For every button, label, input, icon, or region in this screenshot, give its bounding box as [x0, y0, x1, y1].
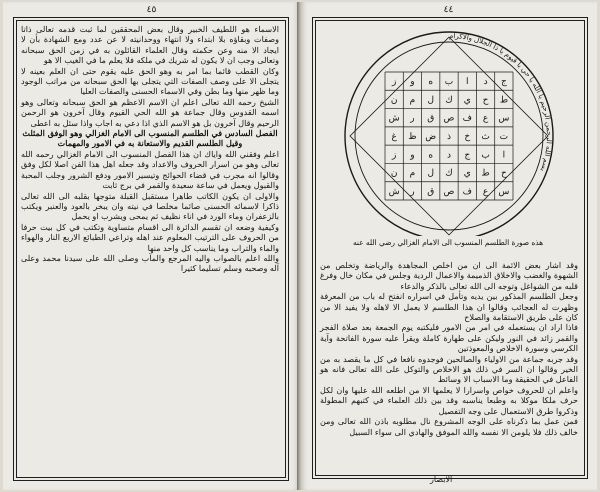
right-page-body — [320, 260, 578, 466]
right-paragraph-4: واعلم ان للحروف خواص واسرارا لا يعلمها الا من اطلعه الله عليها وان لكل حرف ملكا موكلا به وطبعا يناسبه وقد بين ذلك العلماء في كتبهم المطولة وذكروا طرق الاستعمال على وجه التفصيل — [320, 384, 578, 416]
talisman-cell-letter: ث — [481, 132, 490, 142]
talisman-cell-letter: د — [446, 150, 452, 161]
left-paragraph-6: وكيفية وضعه ان تقسم الدائرة الى اقسام متساوية وتكتب في كل بيت حرفا من الحروف على الترتيب المعلوم عند اهله وتراعي الطبائع الاربع النار والهواء والماء والتراب وما يناسب كل واحد منها — [21, 221, 279, 253]
talisman-cell-letter: ك — [445, 95, 453, 106]
talisman-cell-letter: ا — [502, 150, 506, 161]
talisman-cell-letter: ش — [388, 113, 400, 124]
talisman-cell-letter: ل — [427, 168, 434, 179]
talisman-cell-letter: ر — [410, 186, 415, 197]
talisman-cell-letter: م — [409, 95, 416, 106]
talisman-cell-letter: ي — [463, 168, 471, 179]
talisman-cell-letter: ت — [499, 132, 509, 142]
left-paragraph-3: الفصل السادس في الطلسم المنسوب الى الامام الغزالي وهو الوفق المثلث وقيل الطلسم القديم والاستعانة به في الامور والمهمات — [22, 128, 278, 149]
talisman-cell-letter: ب — [481, 150, 490, 161]
talisman-cell-letter: ظ — [408, 132, 417, 142]
left-paragraph-2: الشيخ رحمه الله تعالى اعلم ان الاسم الاعظم هو الحق سبحانه وتعالى وهو اسمه القدوس وقال جماعة هو الله الحي القيوم وقال آخرون هو الرحمن الرحيم وقال آخرون بل هو الاسم الذي اذا دعي به اجاب واذا سئل به اعطى — [21, 96, 279, 128]
talisman-cell-letter: ي — [463, 95, 471, 106]
talisman-cell-letter: ن — [390, 95, 398, 106]
left-page — [3, 2, 300, 490]
talisman-cell-letter: س — [498, 186, 510, 197]
talisman-cell-letter: س — [498, 113, 510, 124]
talisman-cell-letter: ه — [428, 77, 434, 88]
left-paragraph-7: والله اعلم بالصواب واليه المرجع والمآب وصلى الله على سيدنا محمد وعلى آله وصحبه وسلم تسليما كثيرا — [21, 252, 279, 274]
talisman-cell-letter: ك — [445, 168, 453, 179]
talisman-cell-letter: و — [410, 150, 415, 161]
talisman-cell-letter: ن — [390, 168, 398, 179]
right-page-number: ٤٤ — [443, 5, 454, 15]
talisman-cell-letter: د — [483, 77, 488, 88]
talisman-cell-letter: ح — [500, 168, 507, 179]
right-paragraph-2: فاذا اراد ان يستعمله في امر من الامور فليكتبه يوم الجمعة بعد صلاة الفجر والقمر زائد في النور وليكن على طهارة كاملة ويقرأ عليه سورة الفاتحة وآية الكرسي وسورة الاخلاص والمعوذتين — [320, 322, 578, 354]
talisman-cell-letter: غ — [391, 132, 397, 142]
talisman-ring-text: بسم الله الرحمن الرحيم يا الله يا حي يا قيوم يا ذا الجلال والاكرام — [448, 31, 553, 173]
talisman-cell-letter: ر — [410, 113, 415, 124]
talisman-cell-letter: ق — [427, 186, 435, 197]
talisman-cell-letter: و — [410, 77, 415, 88]
book-spread — [3, 2, 597, 490]
right-page — [300, 2, 597, 490]
talisman-cell-letter: ه — [428, 150, 434, 161]
right-page-footer-word: الابصار — [430, 475, 453, 484]
right-paragraph-1: وجعل الطلسم المذكور بين يديه وتأمل في اسراره انفتح له باب من المعرفة وظهرت له العجائب وقالوا ان هذا الطلسم لا يعمل الا لاهله ولا يفيد الا من كان على طريق الاستقامة والصلاح — [320, 291, 578, 323]
talisman-cell-letter: ج — [464, 150, 471, 161]
talisman-cell-letter: ز — [391, 150, 397, 161]
left-paragraph-1: وكان القطب قائما بما امر به وهو الحق عليه يقوم حتى ان العلم بعينه لا يتجلى الا على وصف الصفات التي يتجلى بها الحق سبحانه من مراتب الوجود وما ظهر منها وما بطن وفي الاسماء الحسنى والصفات العليا — [21, 65, 279, 97]
talisman-caption: هذه صورة الطلسم المنسوب الى الامام الغزالي رضي الله عنه — [352, 238, 544, 247]
talisman-cell-letter: ب — [444, 77, 454, 88]
right-paragraph-5: فمن عمل بما ذكرناه على الوجه المشروع نال مطلوبه باذن الله تعالى ومن خالف ذلك فلا يلومن الا نفسه والله الموفق والهادي الى سواء السبيل — [320, 416, 578, 437]
talisman-cell-letter: ج — [500, 77, 507, 88]
talisman-cell-letter: ط — [481, 168, 490, 179]
talisman-cell-letter: م — [409, 168, 416, 179]
talisman-cell-letter: ط — [499, 95, 509, 106]
talisman-cell-letter: ع — [482, 186, 489, 197]
right-paragraph-0: وقد اشار بعض الائمة الى ان من اخلص المجاهدة والرياضة وتخلص من الشهوة والغضب والاخلاق الذميمة والاعمال الردية وجلس في مكان خال وفرغ قلبه من الشواغل وتوجه الى الله تعالى بالذكر والدعاء — [320, 260, 578, 291]
talisman-cell-letter: ل — [427, 95, 434, 106]
talisman-cell-letter: خ — [464, 132, 471, 142]
talisman-cell-letter: ا — [466, 77, 469, 88]
talisman-cell-letter: ز — [391, 77, 397, 88]
talisman-cell-letter: ذ — [446, 132, 452, 142]
left-page-body — [21, 24, 279, 472]
right-paragraph-3: وقد جربه جماعة من الاولياء والصالحين فوجدوه نافعا في كل ما يقصد به من الخير وقالوا ان السر في ذلك هو الاخلاص والتوكل على الله تعالى فانه هو الفاعل في الحقيقة وما الاسباب الا وسائط — [320, 353, 578, 385]
talisman-cell-letter: ح — [482, 95, 489, 106]
left-paragraph-5: والاولى ان يكون الكاتب طاهرا مستقبل القبلة متوجها بقلبه الى الله تعالى ذاكرا لاسمائه الحسنى صائما مخلصا في نيته وان يبخر بالعود والعنبر ويكتب بالزعفران وماء الورد في اناء نظيف ثم يمحى ويشرب او يحمل — [21, 190, 279, 222]
talisman-cell-letter: ض — [425, 132, 437, 142]
left-paragraph-4: اعلم وفقني الله واياك ان هذا الفصل المنسوب الى الامام الغزالي رحمه الله تعالى وهو من اسرار الحروف والاعداد وقد جعله اهل هذا الفن اصلا لكل وفق وقالوا انه مجرب في قضاء الحوائج وتيسير الامور ودفع الشرور وجلب المحبة والقبول ويعمل في ساعة سعيدة والقمر في برج ثابت — [21, 148, 279, 191]
talisman-cell-letter: ع — [482, 113, 489, 124]
talisman-cell-letter: ص — [443, 186, 455, 197]
talisman-cell-letter: ف — [462, 113, 472, 124]
talisman-cell-letter: ش — [388, 186, 400, 197]
talisman-cell-letter: ف — [462, 186, 472, 197]
left-paragraph-0: الاسماء هو اللطيف الخبير وقال بعض المحققين لما ثبت قدمه تعالى ذاتا وصفات وبقاؤه بلا ابتداء ولا انتهاء ووحدانيته لا عن عدد ومع الشهادة بأن لا ايجاد الا منه وعن حكمته وقال العلماء القائلون به في زمن الحق سبحانه وتعالى وجب ان لا يكون له شريك في ملكه فلا يعلم ما في الغيب الا هو — [21, 24, 279, 66]
talisman-cell-letter: ص — [443, 113, 455, 124]
talisman-cell-letter: ق — [427, 113, 435, 124]
left-page-number: ٤٥ — [146, 5, 157, 15]
talisman-diagram — [324, 24, 574, 236]
